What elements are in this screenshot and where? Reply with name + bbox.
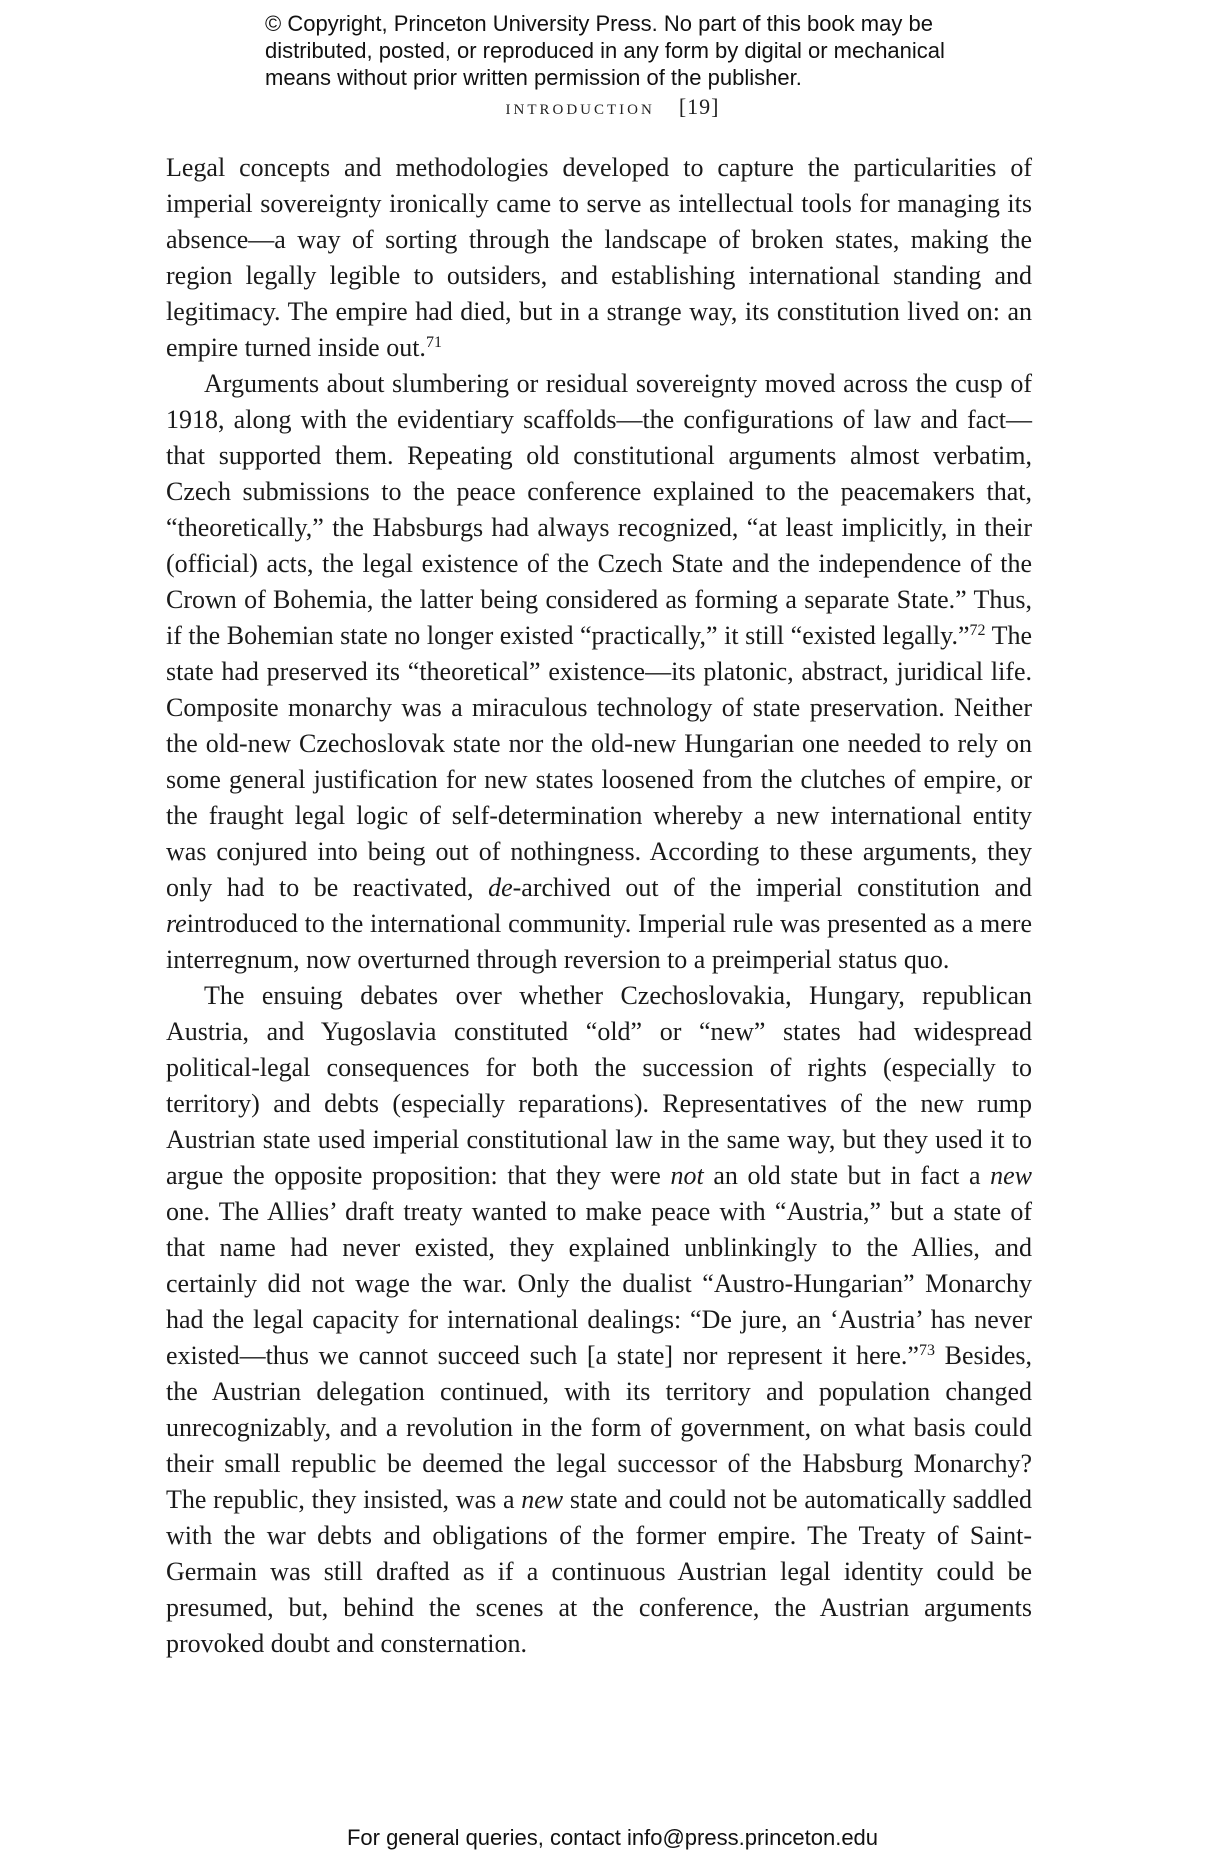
paragraph-2-part-b: The state had preserved its “theoretical” existence—its platonic, abstract, juridical life. Composite monarchy was a miraculous technology of state preservation. Neither the old-new Czechoslovak state nor the old-new Hungarian one needed to rely on some general justification for new states loosened from the clutches of empire, or the fraught legal logic of self-determination whereby a new international entity was conjured into being out of nothingness. According to these arguments, they only had to be reactivated, (166, 621, 1032, 902)
paragraph-2-part-a: Arguments about slumbering or residual sovereignty moved across the cusp of 1918, along with the evidentiary scaffolds—the configurations of law and fact—that supported them. Repeating old constitutional arguments almost verbatim, Czech submissions to the peace conference explained to the peacemakers that, “theoretically,” the Habsburgs had always recognized, “at least implicitly, in their (official) acts, the legal existence of the Czech State and the independence of the Crown of Bohemia, the latter being considered as forming a separate State.” Thus, if the Bohemian state no longer existed “practically,” it still “existed legally.” (166, 369, 1032, 650)
copyright-notice (265, 10, 1025, 91)
emphasis-new-2: new (521, 1485, 564, 1514)
paragraph-3-part-e: state and could not be automatically saddled with the war debts and obligations of the former empire. The Treaty of Saint-Germain was still drafted as if a continuous Austrian legal identity could be presumed, but, behind the scenes at the conference, the Austrian arguments provoked doubt and consternation. (166, 1485, 1033, 1658)
emphasis-not: not (670, 1161, 704, 1190)
paragraph-3-part-c: one. The Allies’ draft treaty wanted to make peace with “Austria,” but a state of that name had never existed, they explained unblinkingly to the Allies, and certainly did not wage the war. Only the dualist “Austro-Hungarian” Monarchy had the legal capacity for international dealings: “De jure, an ‘Austria’ has never existed—thus we cannot succeed such [a state] nor represent it here.” (166, 1197, 1032, 1370)
copyright-line-1: © Copyright, Princeton University Press. No part of this book may be (265, 11, 933, 36)
paragraph-2-part-d: introduced to the international community. Imperial rule was presented as a mere interregnum, now overturned through reversion to a preimperial status quo. (166, 909, 1032, 974)
paragraph-3 (166, 978, 1032, 1662)
footnote-ref-73: 73 (918, 1342, 935, 1359)
footnote-ref-72: 72 (969, 622, 986, 639)
page-number: [19] (678, 94, 720, 119)
emphasis-re: re (166, 909, 187, 938)
emphasis-new-1: new (990, 1161, 1033, 1190)
copyright-line-3: means without prior written permission of the publisher. (265, 65, 802, 90)
copyright-line-2: distributed, posted, or reproduced in any form by digital or mechanical (265, 38, 945, 63)
paragraph-3-part-b: an old state but in fact a (703, 1161, 991, 1190)
paragraph-2 (166, 366, 1032, 978)
running-head-section: introduction (505, 94, 655, 119)
running-head (0, 94, 1225, 120)
paragraph-3-part-d: Besides, the Austrian delegation continued, with its territory and population changed unrecognizably, and a revolution in the form of government, on what basis could their small republic be deemed the legal successor of the Habsburg Monarchy? The republic, they insisted, was a (166, 1341, 1032, 1514)
emphasis-de: de (488, 873, 513, 902)
footnote-ref-71: 71 (425, 334, 442, 351)
paragraph-1-text: Legal concepts and methodologies developed to capture the particularities of imperial sovereignty ironically came to serve as intellectual tools for managing its absence—a way of sorting through the landscape of broken states, making the region legally legible to outsiders, and establishing international standing and legitimacy. The empire had died, but in a strange way, its constitution lived on: an empire turned inside out. (166, 153, 1032, 362)
paragraph-2-part-c: -archived out of the imperial constitution and (512, 873, 1032, 902)
body-text (166, 150, 1032, 1662)
paragraph-1 (166, 150, 1032, 366)
paragraph-3-part-a: The ensuing debates over whether Czechoslovakia, Hungary, republican Austria, and Yugoslavia constituted “old” or “new” states had widespread political-legal consequences for both the succession of rights (especially to territory) and debts (especially reparations). Representatives of the new rump Austrian state used imperial constitutional law in the same way, but they used it to argue the opposite proposition: that they were (166, 981, 1032, 1190)
footer-contact: For general queries, contact info@press.princeton.edu (346, 1825, 879, 1850)
